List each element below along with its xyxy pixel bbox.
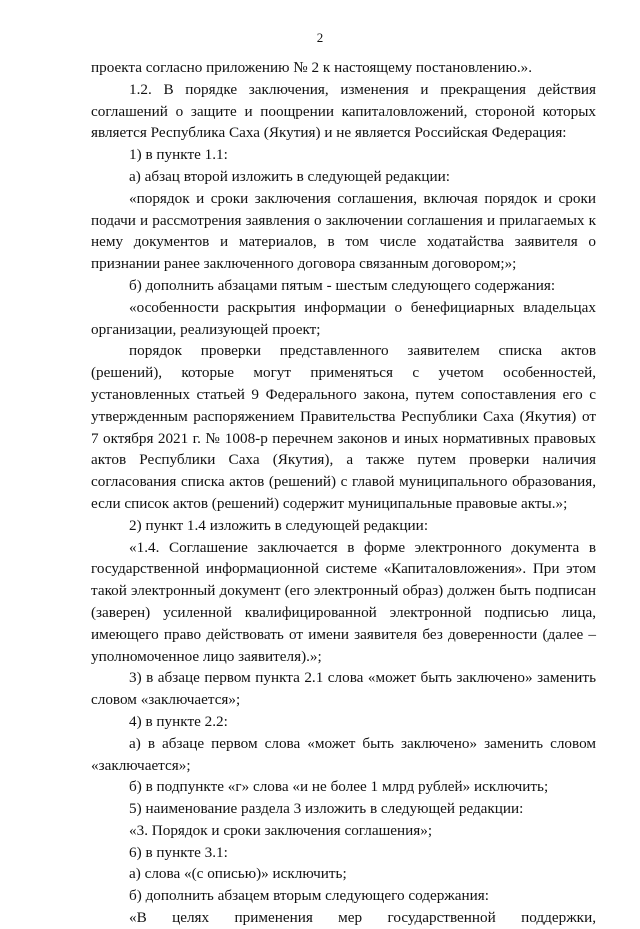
paragraph: «1.4. Соглашение заключается в форме электронного документа в государственной информационной системе «Капиталовложения». При этом такой электронный документ (его электронный образ) должен быть подписан (заверен) усиленной квалифицированной электронной подписью лица, имеющего право действовать от имени заявителя без доверенности (далее – уполномоченное лицо заявителя).»; bbox=[91, 538, 596, 665]
paragraph: б) дополнить абзацами пятым - шестым следующего содержания: bbox=[129, 276, 556, 294]
paragraph: а) в абзаце первом слова «может быть заключено» заменить словом «заключается»; bbox=[91, 734, 596, 774]
paragraph: 6) в пункте 3.1: bbox=[129, 843, 228, 861]
paragraph: а) абзац второй изложить в следующей редакции: bbox=[129, 167, 451, 185]
paragraph: б) в подпункте «г» слова «и не более 1 млрд рублей» исключить; bbox=[129, 778, 549, 796]
paragraph: 1) в пункте 1.1: bbox=[129, 146, 228, 164]
paragraph: «особенности раскрытия информации о бенефициарных владельцах организации, реализующей проект; bbox=[91, 298, 596, 338]
paragraph: б) дополнить абзацем вторым следующего содержания: bbox=[129, 887, 489, 905]
page-number: 2 bbox=[316, 30, 324, 45]
paragraph: а) слова «(с описью)» исключить; bbox=[129, 865, 347, 883]
document-body bbox=[91, 57, 596, 929]
paragraph: «порядок и сроки заключения соглашения, включая порядок и сроки подачи и рассмотрения заявления о заключении соглашения и прилагаемых к нему документов и материалов, в том числе ходатайства заявителя о признании ранее заключенного договора связанным договором;»; bbox=[91, 189, 596, 273]
paragraph: 2) пункт 1.4 изложить в следующей редакции: bbox=[129, 516, 429, 534]
paragraph: 1.2. В порядке заключения, изменения и прекращения действия соглашений о защите и поощрении капиталовложений, стороной которых является Республика Саха (Якутия) и не является Российская Федерация: bbox=[91, 80, 596, 142]
paragraph: «В целях применения мер государственной поддержки, bbox=[129, 909, 596, 927]
paragraph: 3) в абзаце первом пункта 2.1 слова «может быть заключено» заменить словом «заключается»; bbox=[91, 669, 596, 709]
paragraph: 4) в пункте 2.2: bbox=[129, 712, 228, 730]
paragraph: 5) наименование раздела 3 изложить в следующей редакции: bbox=[129, 800, 524, 818]
paragraph: проекта согласно приложению № 2 к настоящему постановлению.». bbox=[91, 59, 533, 76]
paragraph: порядок проверки представленного заявителем списка актов (решений), которые могут применяться с учетом особенностей, установленных статьей 9 Федерального закона, путем сопоставления его с утвержденным распоряжением Правительства Республики Саха (Якутия) от 7 октября 2021 г. № 1008-р перечнем законов и иных нормативных правовых актов Республики Саха (Якутия), а также путем проверки наличия согласования списка актов (решений) с главой муниципального образования, если список актов (решений) содержит муниципальные правовые акты.»; bbox=[91, 342, 596, 512]
paragraph: «3. Порядок и сроки заключения соглашения»; bbox=[129, 821, 433, 839]
